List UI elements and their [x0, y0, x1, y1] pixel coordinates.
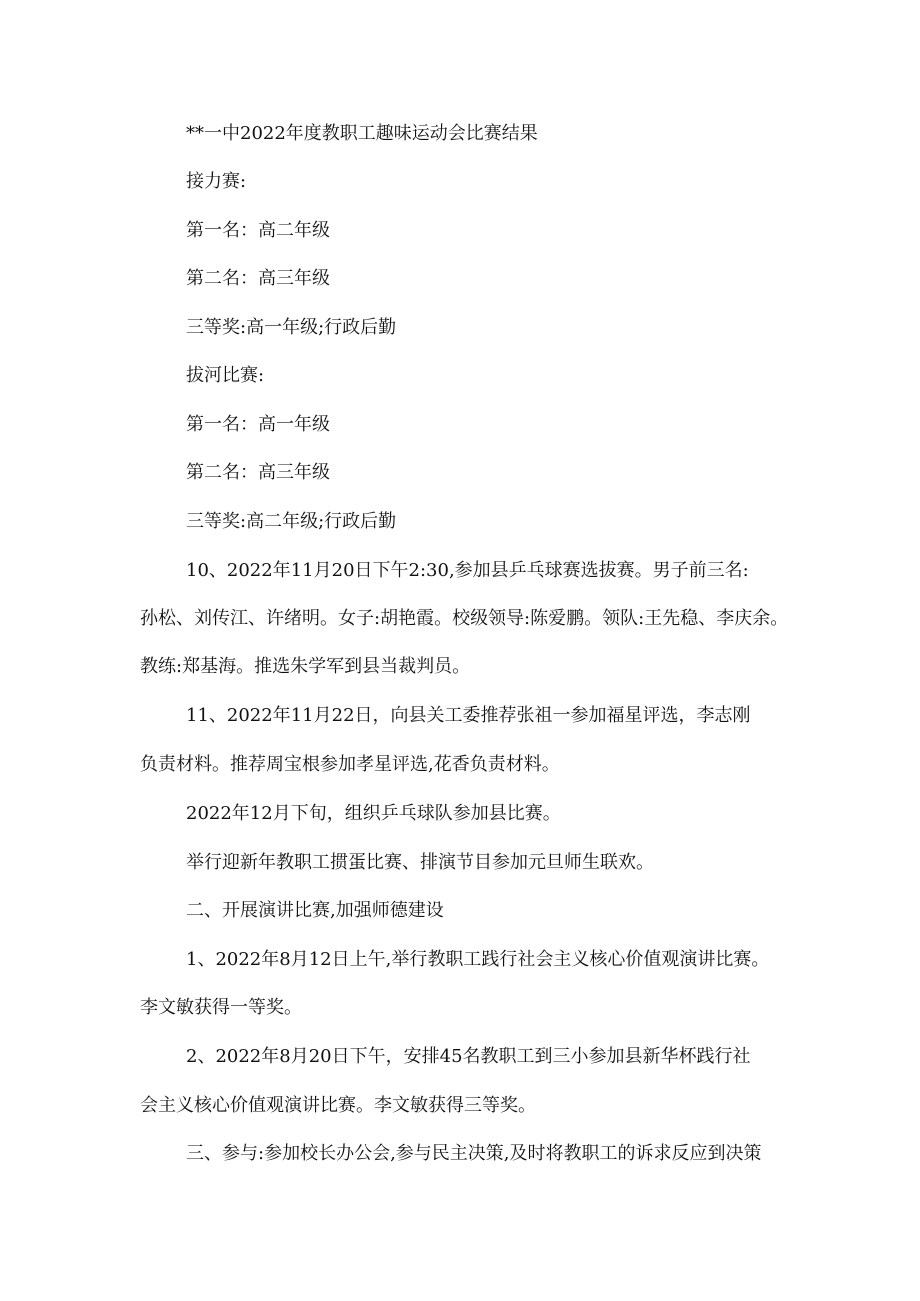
tug-heading: 拔河比赛:	[186, 365, 265, 386]
s2-item1-line1: 1、2022年8月12日上午,举行教职工践行社会主义核心价值观演讲比赛。	[186, 949, 770, 970]
s2-item2-line2: 会主义核心价值观演讲比赛。李文敏获得三等奖。	[140, 1095, 536, 1116]
item10-line3: 教练:郑基海。推选朱学军到县当裁判员。	[140, 656, 471, 677]
relay-third: 三等奖:高一年级;行政后勤	[186, 317, 397, 338]
s2-item1-line2: 李文敏获得一等奖。	[140, 997, 302, 1018]
newyear-item: 举行迎新年教职工掼蛋比赛、排演节目参加元旦师生联欢。	[186, 852, 654, 873]
item10-line2: 孙松、刘传江、许绪明。女子:胡艳霞。校级领导:陈爱鹏。领队:王先稳、李庆余。	[140, 608, 789, 629]
section3-line: 三、参与:参加校长办公会,参与民主决策,及时将教职工的诉求反应到决策	[186, 1143, 762, 1164]
item11-line1: 11、2022年11月22日，向县关工委推荐张祖一参加福星评选，李志刚	[186, 705, 751, 726]
tug-third: 三等奖:高二年级;行政后勤	[186, 511, 397, 532]
relay-heading: 接力赛:	[186, 171, 247, 192]
relay-second: 第二名：高三年级	[186, 268, 330, 289]
s2-item2-line1: 2、2022年8月20日下午，安排45名教职工到三小参加县新华杯践行社	[186, 1046, 751, 1067]
document-title: **一中2022年度教职工趣味运动会比赛结果	[186, 123, 538, 144]
tug-first: 第一名：高一年级	[186, 414, 330, 435]
section2-heading: 二、开展演讲比赛,加强师德建设	[186, 900, 444, 921]
item11-line2: 负责材料。推荐周宝根参加孝星评选,花香负责材料。	[140, 754, 560, 775]
item10-line1: 10、2022年11月20日下午2:30,参加县乒乓球赛选拔赛。男子前三名:	[186, 560, 749, 581]
tug-second: 第二名：高三年级	[186, 462, 330, 483]
december-item: 2022年12月下旬，组织乒乓球队参加县比赛。	[186, 803, 561, 824]
relay-first: 第一名：高二年级	[186, 220, 330, 241]
